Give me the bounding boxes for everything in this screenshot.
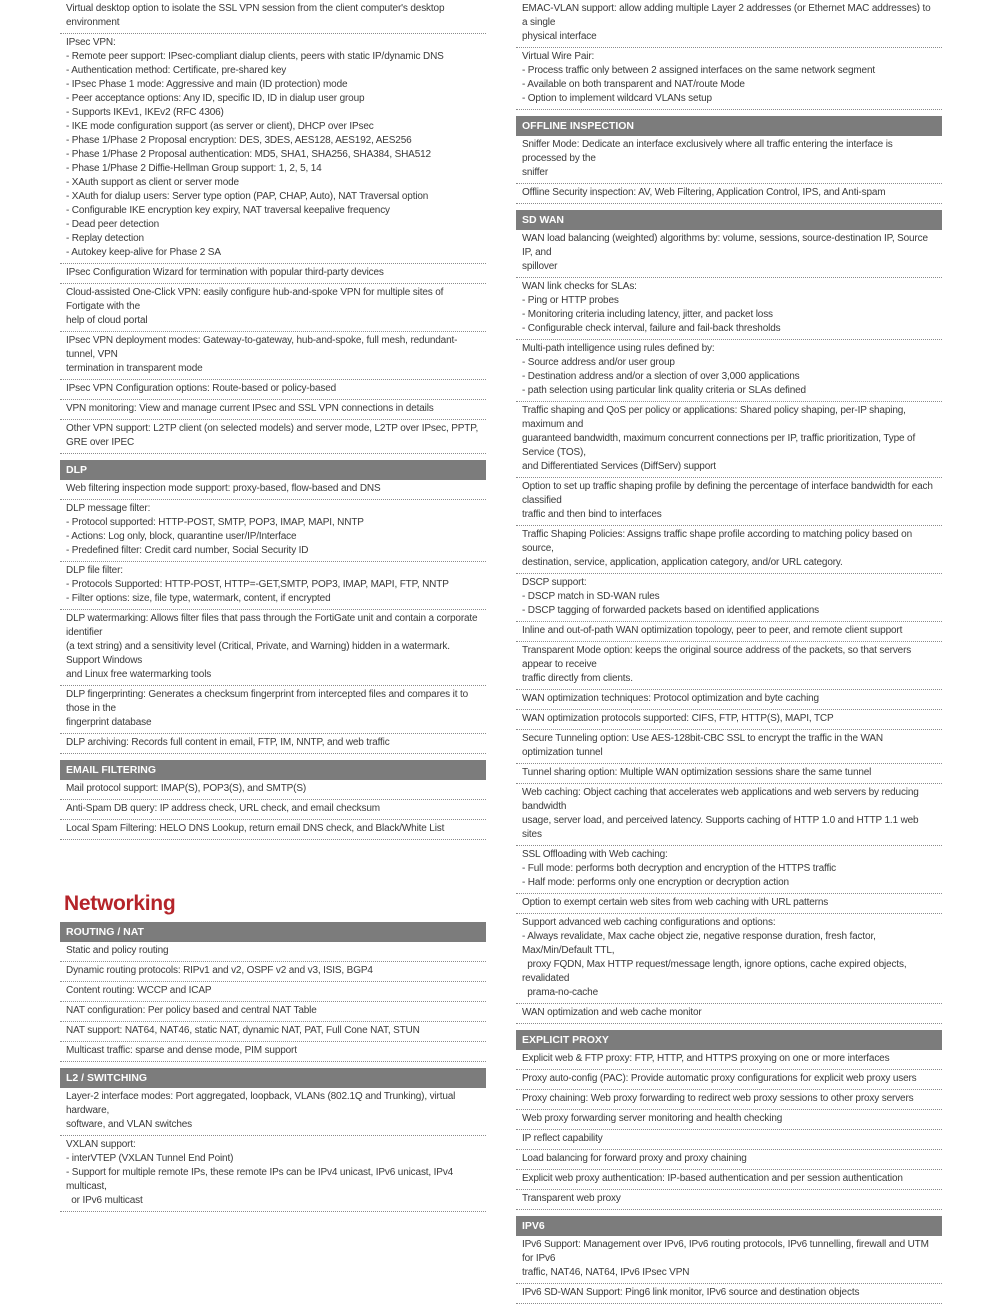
spec-line: DSCP support: bbox=[522, 577, 587, 588]
spec-line: spillover bbox=[522, 261, 558, 272]
spec-line: VXLAN support: bbox=[66, 1139, 136, 1150]
spec-line: IPsec VPN Configuration options: Route-based or policy-based bbox=[66, 383, 337, 394]
spec-line: Web filtering inspection mode support: proxy-based, flow-based and DNS bbox=[66, 483, 381, 494]
spec-line: Sniffer Mode: Dedicate an interface exclusively where all traffic entering the interface is processed by the bbox=[522, 139, 896, 164]
spec-entry bbox=[60, 380, 486, 400]
spec-entry bbox=[516, 642, 942, 690]
spec-line: - IKE mode configuration support (as server or client), DHCP over IPsec bbox=[66, 121, 374, 132]
spec-entry bbox=[516, 278, 942, 340]
spec-line: VPN monitoring: View and manage current IPsec and SSL VPN connections in details bbox=[66, 403, 434, 414]
spec-line: - XAuth for dialup users: Server type option (PAP, CHAP, Auto), NAT Traversal option bbox=[66, 191, 429, 202]
spec-line: Explicit web & FTP proxy: FTP, HTTP, and HTTPS proxying on one or more interfaces bbox=[522, 1053, 890, 1064]
spec-line: Anti-Spam DB query: IP address check, URL check, and email checksum bbox=[66, 803, 380, 814]
networking-title: Networking bbox=[64, 892, 176, 915]
explicit-proxy-entries bbox=[516, 1050, 942, 1210]
spec-line: traffic, NAT46, NAT64, IPv6 IPsec VPN bbox=[522, 1267, 690, 1278]
spec-line: help of cloud portal bbox=[66, 315, 148, 326]
spec-entry bbox=[516, 526, 942, 574]
spec-line: Proxy auto-config (PAC): Provide automatic proxy configurations for explicit web proxy users bbox=[522, 1073, 917, 1084]
spec-line: (a text string) and a sensitivity level (Critical, Private, and Warning) hidden in a watermark. Support Windows bbox=[66, 641, 453, 666]
spec-line: and Linux free watermarking tools bbox=[66, 669, 212, 680]
spec-line: termination in transparent mode bbox=[66, 363, 203, 374]
spec-line: Layer-2 interface modes: Port aggregated, loopback, VLANs (802.1Q and Trunking), virtual hardware, bbox=[66, 1091, 458, 1116]
spec-line: Offline Security inspection: AV, Web Filtering, Application Control, IPS, and Anti-spam bbox=[522, 187, 886, 198]
ipv6-entries bbox=[516, 1236, 942, 1304]
spec-line: IPsec VPN: bbox=[66, 37, 116, 48]
section-header-email-filtering: EMAIL FILTERING bbox=[60, 760, 486, 780]
spec-line: Other VPN support: L2TP client (on selected models) and server mode, L2TP over IPsec, PPTP, bbox=[66, 423, 479, 434]
spec-entry bbox=[516, 764, 942, 784]
spec-entry bbox=[516, 1170, 942, 1190]
spec-line: and Differentiated Services (DiffServ) support bbox=[522, 461, 716, 472]
spec-line: Transparent web proxy bbox=[522, 1193, 621, 1204]
spec-line: Content routing: WCCP and ICAP bbox=[66, 985, 212, 996]
spec-line: Option to exempt certain web sites from web caching with URL patterns bbox=[522, 897, 829, 908]
spec-entry bbox=[516, 730, 942, 764]
spec-entry bbox=[60, 820, 486, 840]
spec-entry bbox=[60, 962, 486, 982]
spec-line: software, and VLAN switches bbox=[66, 1119, 193, 1130]
spec-line: DLP file filter: bbox=[66, 565, 123, 576]
spec-line: WAN load balancing (weighted) algorithms by: volume, sessions, source-destination IP, Source IP, and bbox=[522, 233, 931, 258]
spec-line: Virtual Wire Pair: bbox=[522, 51, 595, 62]
spec-line: - XAuth support as client or server mode bbox=[66, 177, 239, 188]
spec-entry bbox=[60, 610, 486, 686]
spec-line: - Ping or HTTP probes bbox=[522, 295, 619, 306]
spec-line: - DSCP tagging of forwarded packets based on identified applications bbox=[522, 605, 820, 616]
spec-line: - DSCP match in SD-WAN rules bbox=[522, 591, 660, 602]
spec-line: - Process traffic only between 2 assigned interfaces on the same network segment bbox=[522, 65, 876, 76]
spec-line: Local Spam Filtering: HELO DNS Lookup, return email DNS check, and Black/White List bbox=[66, 823, 445, 834]
spec-entry bbox=[516, 1050, 942, 1070]
dlp-entries bbox=[60, 480, 486, 754]
spec-line: Secure Tunneling option: Use AES-128bit-CBC SSL to encrypt the traffic in the WAN optimization tunnel bbox=[522, 733, 886, 758]
spec-entry bbox=[516, 1004, 942, 1024]
spec-line: Web proxy forwarding server monitoring and health checking bbox=[522, 1113, 783, 1124]
spec-line: Multicast traffic: sparse and dense mode, PIM support bbox=[66, 1045, 297, 1056]
spec-line: Virtual desktop option to isolate the SSL VPN session from the client computer's desktop environment bbox=[66, 3, 448, 28]
spec-line: Dynamic routing protocols: RIPv1 and v2, OSPF v2 and v3, ISIS, BGP4 bbox=[66, 965, 373, 976]
spec-line: - Configurable check interval, failure and fail-back thresholds bbox=[522, 323, 781, 334]
left-top-entries bbox=[60, 0, 486, 454]
spec-entry bbox=[516, 1110, 942, 1130]
spec-line: - Always revalidate, Max cache object zie, negative response duration, fresh factor, Max/Min/Default TTL, bbox=[522, 931, 879, 956]
spec-line: Traffic Shaping Policies: Assigns traffic shape profile according to matching policy based on source, bbox=[522, 529, 915, 554]
spec-entry bbox=[60, 420, 486, 454]
spec-entry bbox=[60, 284, 486, 332]
spec-line: - Available on both transparent and NAT/route Mode bbox=[522, 79, 745, 90]
offline-inspection-entries bbox=[516, 136, 942, 204]
spec-line: - Filter options: size, file type, watermark, content, if encrypted bbox=[66, 593, 331, 604]
spec-line: - Dead peer detection bbox=[66, 219, 160, 230]
spec-entry bbox=[60, 1022, 486, 1042]
spec-line: - Support for multiple remote IPs, these remote IPs can be IPv4 unicast, IPv6 unicast, IPv4 multicast, bbox=[66, 1167, 456, 1192]
spec-line: Multi-path intelligence using rules defined by: bbox=[522, 343, 715, 354]
spec-line: DLP fingerprinting: Generates a checksum fingerprint from intercepted files and compares it to those in the bbox=[66, 689, 471, 714]
spec-line: guaranteed bandwidth, maximum concurrent connections per IP, traffic prioritization, Type of Service (TOS), bbox=[522, 433, 918, 458]
email-filtering-entries bbox=[60, 780, 486, 840]
spec-entry bbox=[60, 800, 486, 820]
spec-line: Option to set up traffic shaping profile by defining the percentage of interface bandwidth for each classified bbox=[522, 481, 936, 506]
spec-line: DLP watermarking: Allows filter files that pass through the FortiGate unit and contain a corporate identifier bbox=[66, 613, 481, 638]
spec-entry bbox=[516, 478, 942, 526]
spec-line: Tunnel sharing option: Multiple WAN optimization sessions share the same tunnel bbox=[522, 767, 872, 778]
spec-line: Cloud-assisted One-Click VPN: easily configure hub-and-spoke VPN for multiple sites of Fortigate with the bbox=[66, 287, 446, 312]
spec-line: EMAC-VLAN support: allow adding multiple Layer 2 addresses (or Ethernet MAC addresses) to a single bbox=[522, 3, 934, 28]
spec-line: proxy FQDN, Max HTTP request/message length, ignore options, cache expired objects, revalidated bbox=[522, 959, 910, 984]
spec-entry bbox=[516, 894, 942, 914]
spec-entry bbox=[60, 400, 486, 420]
spec-line: - Remote peer support: IPsec-compliant dialup clients, peers with static IP/dynamic DNS bbox=[66, 51, 444, 62]
right-top-entries bbox=[516, 0, 942, 110]
l2-switching-entries bbox=[60, 1088, 486, 1212]
spec-entry bbox=[60, 734, 486, 754]
spec-entry bbox=[60, 0, 486, 34]
spec-entry bbox=[60, 34, 486, 264]
spec-line: fingerprint database bbox=[66, 717, 152, 728]
spec-line: Load balancing for forward proxy and proxy chaining bbox=[522, 1153, 747, 1164]
spec-entry bbox=[516, 1130, 942, 1150]
spec-entry bbox=[60, 686, 486, 734]
spec-line: or IPv6 multicast bbox=[66, 1195, 143, 1206]
left-column bbox=[60, 0, 486, 1212]
spec-line: IP reflect capability bbox=[522, 1133, 603, 1144]
section-header-ipv6: IPV6 bbox=[516, 1216, 942, 1236]
spec-entry bbox=[60, 1088, 486, 1136]
section-header-offline-inspection: OFFLINE INSPECTION bbox=[516, 116, 942, 136]
spec-line: prama-no-cache bbox=[522, 987, 598, 998]
spec-entry bbox=[516, 784, 942, 846]
spec-line: NAT configuration: Per policy based and central NAT Table bbox=[66, 1005, 317, 1016]
spec-entry bbox=[60, 1042, 486, 1062]
spec-entry bbox=[60, 500, 486, 562]
spec-entry bbox=[516, 340, 942, 402]
spec-line: Transparent Mode option: keeps the original source address of the packets, so that servers appear to receive bbox=[522, 645, 914, 670]
spec-line: - Destination address and/or a slection of over 3,000 applications bbox=[522, 371, 800, 382]
spec-line: - Full mode: performs both decryption and encryption of the HTTPS traffic bbox=[522, 863, 837, 874]
spec-entry bbox=[516, 230, 942, 278]
spec-line: - Supports IKEv1, IKEv2 (RFC 4306) bbox=[66, 107, 224, 118]
spec-line: - Phase 1/Phase 2 Proposal authentication: MD5, SHA1, SHA256, SHA384, SHA512 bbox=[66, 149, 431, 160]
spec-entry bbox=[60, 780, 486, 800]
spec-line: sniffer bbox=[522, 167, 549, 178]
spec-entry bbox=[516, 0, 942, 48]
spec-entry bbox=[516, 1150, 942, 1170]
spec-line: SSL Offloading with Web caching: bbox=[522, 849, 668, 860]
spec-line: - Autokey keep-alive for Phase 2 SA bbox=[66, 247, 221, 258]
section-header-routing-nat: ROUTING / NAT bbox=[60, 922, 486, 942]
spec-line: usage, server load, and perceived latency. Supports caching of HTTP 1.0 and HTTP 1.1 web sites bbox=[522, 815, 922, 840]
spec-line: traffic directly from clients. bbox=[522, 673, 633, 684]
spec-line: physical interface bbox=[522, 31, 597, 42]
spec-line: WAN optimization protocols supported: CIFS, FTP, HTTP(S), MAPI, TCP bbox=[522, 713, 834, 724]
spec-line: - IPsec Phase 1 mode: Aggressive and main (ID protection) mode bbox=[66, 79, 348, 90]
spec-line: - path selection using particular link quality criteria or SLAs defined bbox=[522, 385, 806, 396]
spec-entry bbox=[516, 1090, 942, 1110]
spec-entry bbox=[60, 332, 486, 380]
spec-line: - Actions: Log only, block, quarantine user/IP/Interface bbox=[66, 531, 297, 542]
spec-line: - Protocol supported: HTTP-POST, SMTP, POP3, IMAP, MAPI, NNTP bbox=[66, 517, 364, 528]
spec-line: - Monitoring criteria including latency, jitter, and packet loss bbox=[522, 309, 773, 320]
spec-entry bbox=[516, 136, 942, 184]
spec-line: GRE over IPEC bbox=[66, 437, 135, 448]
spec-line: Proxy chaining: Web proxy forwarding to redirect web proxy sessions to other proxy servers bbox=[522, 1093, 914, 1104]
spec-entry bbox=[516, 1236, 942, 1284]
spec-line: - Peer acceptance options: Any ID, specific ID, ID in dialup user group bbox=[66, 93, 365, 104]
spec-entry bbox=[516, 690, 942, 710]
spec-line: Explicit web proxy authentication: IP-based authentication and per session authentication bbox=[522, 1173, 903, 1184]
routing-nat-entries bbox=[60, 942, 486, 1062]
spec-line: WAN link checks for SLAs: bbox=[522, 281, 637, 292]
spec-line: - Phase 1/Phase 2 Proposal encryption: DES, 3DES, AES128, AES192, AES256 bbox=[66, 135, 412, 146]
spec-entry bbox=[516, 48, 942, 110]
spec-entry bbox=[60, 1136, 486, 1212]
spec-line: IPsec VPN deployment modes: Gateway-to-gateway, hub-and-spoke, full mesh, redundant-tunnel, VPN bbox=[66, 335, 458, 360]
spec-line: - Source address and/or user group bbox=[522, 357, 675, 368]
spec-entry bbox=[516, 1284, 942, 1304]
spec-line: Static and policy routing bbox=[66, 945, 169, 956]
spec-line: - Phase 1/Phase 2 Diffie-Hellman Group support: 1, 2, 5, 14 bbox=[66, 163, 322, 174]
spec-entry bbox=[60, 264, 486, 284]
spec-line: destination, service, application, application category, and/or URL category. bbox=[522, 557, 843, 568]
section-header-explicit-proxy: EXPLICIT PROXY bbox=[516, 1030, 942, 1050]
spec-line: Web caching: Object caching that accelerates web applications and web servers by reducing bandwidth bbox=[522, 787, 922, 812]
section-header-dlp: DLP bbox=[60, 460, 486, 480]
spec-line: - Configurable IKE encryption key expiry, NAT traversal keepalive frequency bbox=[66, 205, 390, 216]
spec-entry bbox=[516, 710, 942, 730]
spec-line: Inline and out-of-path WAN optimization topology, peer to peer, and remote client support bbox=[522, 625, 903, 636]
spec-line: Support advanced web caching configurations and options: bbox=[522, 917, 776, 928]
spec-line: traffic and then bind to interfaces bbox=[522, 509, 662, 520]
spec-line: Mail protocol support: IMAP(S), POP3(S), and SMTP(S) bbox=[66, 783, 307, 794]
spec-entry bbox=[516, 846, 942, 894]
section-header-sd-wan: SD WAN bbox=[516, 210, 942, 230]
spec-line: DLP message filter: bbox=[66, 503, 151, 514]
spec-entry bbox=[60, 982, 486, 1002]
spec-entry bbox=[516, 1190, 942, 1210]
spec-line: WAN optimization and web cache monitor bbox=[522, 1007, 702, 1018]
spec-entry bbox=[516, 574, 942, 622]
section-header-l2-switching: L2 / SWITCHING bbox=[60, 1068, 486, 1088]
spec-line: IPv6 SD-WAN Support: Ping6 link monitor, IPv6 source and destination objects bbox=[522, 1287, 860, 1298]
spec-line: Traffic shaping and QoS per policy or applications: Shared policy shaping, per-IP shaping, maximum and bbox=[522, 405, 909, 430]
spec-line: - Predefined filter: Credit card number, Social Security ID bbox=[66, 545, 309, 556]
spec-entry bbox=[60, 480, 486, 500]
spec-line: - interVTEP (VXLAN Tunnel End Point) bbox=[66, 1153, 234, 1164]
spec-line: IPv6 Support: Management over IPv6, IPv6 routing protocols, IPv6 tunnelling, firewall and UTM for IPv6 bbox=[522, 1239, 932, 1264]
spec-line: DLP archiving: Records full content in email, FTP, IM, NNTP, and web traffic bbox=[66, 737, 390, 748]
sd-wan-entries bbox=[516, 230, 942, 1024]
spec-entry bbox=[60, 1002, 486, 1022]
spec-line: - Replay detection bbox=[66, 233, 144, 244]
spec-line: - Option to implement wildcard VLANs setup bbox=[522, 93, 712, 104]
spec-entry bbox=[60, 942, 486, 962]
right-column bbox=[516, 0, 942, 1304]
spec-line: - Half mode: performs only one encryption or decryption action bbox=[522, 877, 789, 888]
spec-entry bbox=[516, 914, 942, 1004]
spec-line: - Protocols Supported: HTTP-POST, HTTP=-GET,SMTP, POP3, IMAP, MAPI, FTP, NNTP bbox=[66, 579, 449, 590]
spec-entry bbox=[516, 184, 942, 204]
spec-entry bbox=[516, 402, 942, 478]
spec-entry bbox=[516, 622, 942, 642]
spec-entry bbox=[516, 1070, 942, 1090]
spec-line: WAN optimization techniques: Protocol optimization and byte caching bbox=[522, 693, 819, 704]
spec-line: - Authentication method: Certificate, pre-shared key bbox=[66, 65, 287, 76]
spec-entry bbox=[60, 562, 486, 610]
spec-line: NAT support: NAT64, NAT46, static NAT, dynamic NAT, PAT, Full Cone NAT, STUN bbox=[66, 1025, 420, 1036]
spec-line: IPsec Configuration Wizard for termination with popular third-party devices bbox=[66, 267, 384, 278]
